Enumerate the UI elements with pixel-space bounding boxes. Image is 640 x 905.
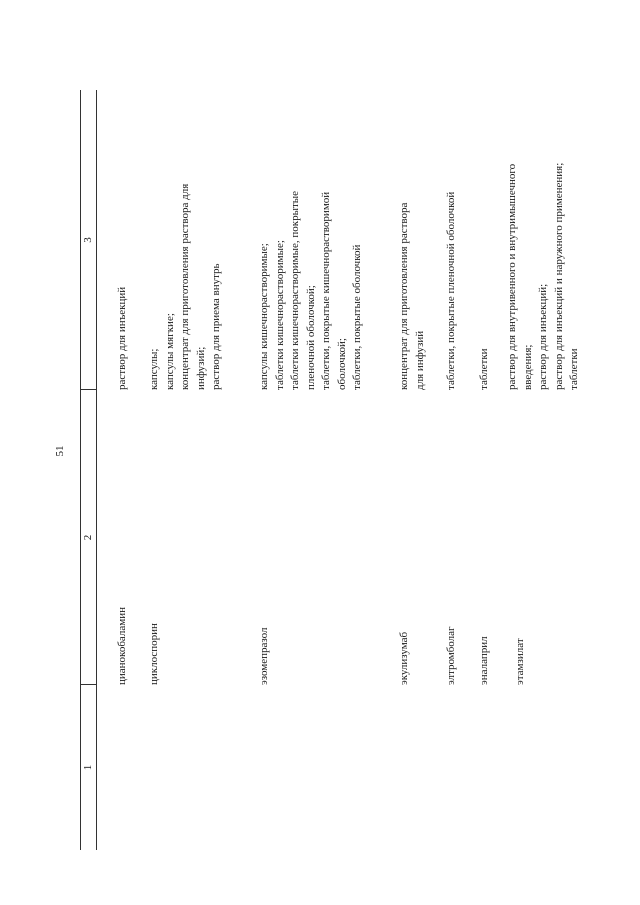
column-header-1: 1 (82, 764, 94, 771)
drug-name: этамзилат (514, 638, 526, 685)
dosage-form: таблетки, покрытые оболочкой (351, 244, 363, 390)
page-number: 51 (54, 445, 66, 457)
drug-name: цианокобаламин (116, 606, 128, 685)
header-bottom-rule (96, 90, 97, 850)
drug-name: экулизумаб (398, 631, 410, 685)
dosage-form: инфузий; (194, 346, 207, 390)
dosage-form: раствор для инъекций; (537, 283, 549, 390)
dosage-form: таблетки, покрытые пленочной оболочкой (445, 191, 457, 390)
dosage-forms (115, 287, 131, 390)
dosage-form: таблетки (568, 348, 580, 390)
dosage-form: капсулы мягкие; (163, 313, 176, 390)
drug-name: циклоспорин (148, 623, 160, 685)
dosage-form: таблетки кишечнорастворимые; (273, 240, 286, 390)
dosage-form: капсулы кишечнорастворимые; (258, 243, 270, 390)
dosage-forms (477, 348, 493, 390)
dosage-forms (257, 191, 366, 390)
drug-name: элтромболаг (445, 626, 457, 685)
dosage-form: раствор для приема внутрь (210, 263, 222, 390)
dosage-form: концентрат для приготовления раствора (398, 202, 410, 390)
drug-name: эналаприл (478, 636, 490, 685)
dosage-form: раствор для внутривенного и внутримышечного (506, 163, 518, 390)
dosage-form: оболочкой; (335, 338, 348, 390)
dosage-form: пленочной оболочкой; (304, 285, 317, 390)
column-header-2: 2 (82, 534, 94, 541)
dosage-form: раствор для инъекций и наружного применения; (552, 162, 565, 390)
column-header-3: 3 (82, 237, 94, 243)
dosage-form: таблетки кишечнорастворимые, покрытые (289, 190, 301, 390)
dosage-forms (397, 203, 428, 390)
dosage-form: таблетки (478, 348, 490, 390)
dosage-form: введения; (521, 344, 534, 390)
dosage-forms (147, 184, 225, 390)
dosage-form: таблетки, покрытые кишечнорастворимой (320, 191, 332, 390)
dosage-forms (505, 163, 583, 390)
dosage-form: концентрат для приготовления раствора для (179, 183, 191, 390)
dosage-form: для инфузий (413, 330, 426, 390)
dosage-forms (444, 192, 460, 390)
drug-forms-table (80, 90, 580, 850)
drug-name: эзомепразол (258, 627, 270, 685)
dosage-form: капсулы; (148, 348, 160, 390)
dosage-form: раствор для инъекций (116, 286, 128, 390)
